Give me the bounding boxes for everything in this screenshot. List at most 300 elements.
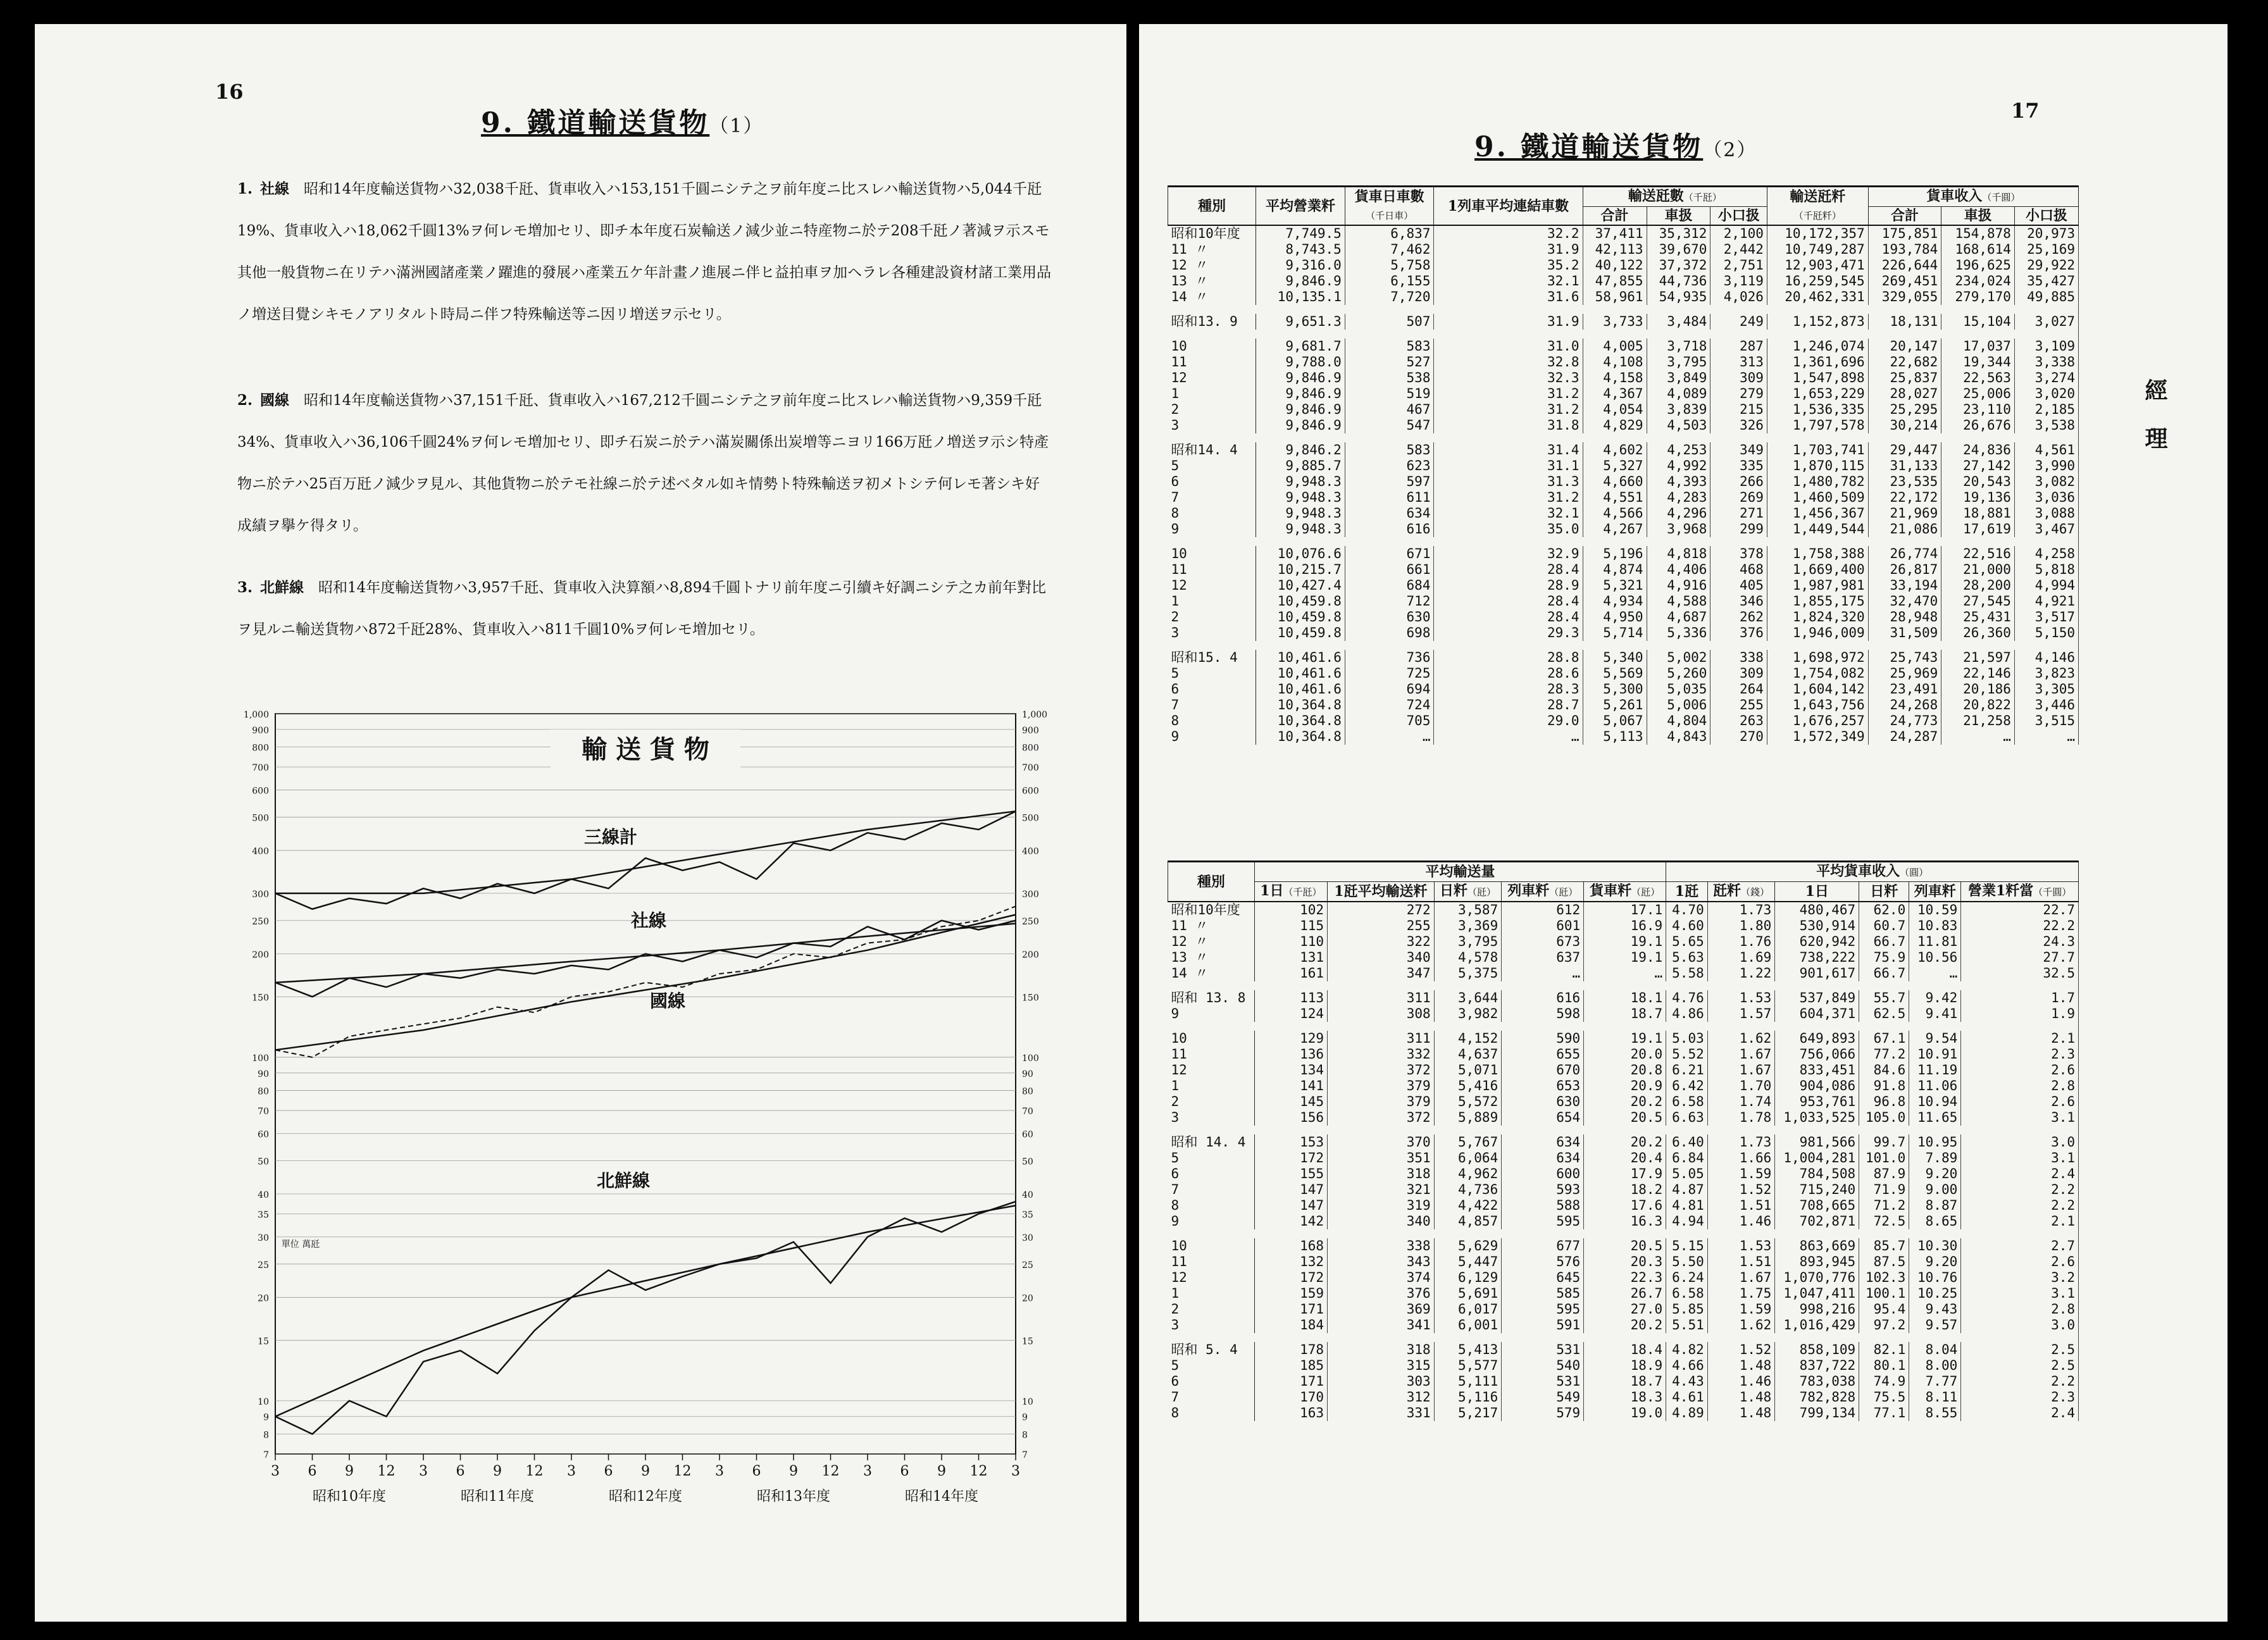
table-cell: 6.63 — [1666, 1110, 1708, 1126]
table-cell: 583 — [1345, 339, 1434, 354]
paragraph-text: 昭和14年度輸送貨物ハ37,151千瓩、貨車收入ハ167,212千圓ニシテ之ヲ前年度ニ比スレハ輸送貨物ハ9,359千瓩34%、貨車收入ハ36,106千圓24%ヲ何レモ増加セリ、即チ石炭ニ於テハ滿炭關係出炭増等ニヨリ166万瓩ノ増送ヲ示シ特產物ニ於テハ25百万瓩ノ減少ヲ見ル、其他貨物ニ於テモ社線ニ於テ述ベタル如キ情勢ト特殊輸送ヲ初メトシテ何レモ著シキ好成績ヲ擧ケ得タリ。 — [237, 392, 1049, 534]
row-label: 昭和10年度 — [1168, 902, 1255, 918]
table-cell: 3,733 — [1583, 314, 1647, 330]
row-label: 2 — [1168, 609, 1256, 625]
table-cell: 170 — [1254, 1389, 1327, 1405]
col-train-km-label: 列車粁 — [1507, 883, 1550, 899]
y-tick-label-right: 1,000 — [1022, 710, 1048, 720]
row-label: 7 — [1168, 1389, 1255, 1405]
table-cell: 84.6 — [1859, 1062, 1909, 1078]
table-cell: 17.1 — [1584, 902, 1666, 918]
table-cell: 1.57 — [1707, 1006, 1775, 1022]
table-cell: 3,795 — [1647, 354, 1710, 370]
table-cell: 3,795 — [1434, 934, 1502, 950]
table-cell: 134 — [1254, 1062, 1327, 1078]
table-row — [1168, 242, 2079, 258]
table-cell: 18,881 — [1941, 506, 2015, 521]
table-cell: 10,364.8 — [1256, 713, 1345, 729]
table-cell: 611 — [1345, 490, 1434, 506]
x-tick-label: 3 — [271, 1463, 280, 1479]
table-cell: 4.87 — [1666, 1182, 1708, 1198]
table-row — [1168, 402, 2079, 418]
table-cell: 6.24 — [1666, 1270, 1708, 1286]
table-cell: 10.25 — [1909, 1286, 1961, 1301]
table-cell: 3.1 — [1961, 1286, 2079, 1301]
table-cell: 37,372 — [1647, 258, 1710, 273]
table-cell: 23,110 — [1941, 402, 2015, 418]
col-rev-carload: 車扱 — [1941, 207, 2015, 226]
table-cell: 142 — [1254, 1214, 1327, 1229]
y-tick-label-left: 15 — [258, 1336, 269, 1347]
col-ton-carload: 車扱 — [1647, 207, 1710, 226]
table-cell: 1.9 — [1961, 1006, 2079, 1022]
table-cell: 590 — [1502, 1031, 1584, 1047]
table-cell: 374 — [1328, 1270, 1435, 1286]
table-cell: 8,743.5 — [1256, 242, 1345, 258]
table-cell: 379 — [1328, 1078, 1435, 1094]
table-row — [1168, 1358, 2079, 1374]
table-cell: 32.8 — [1434, 354, 1583, 370]
table-cell: 31.2 — [1434, 386, 1583, 402]
table-cell: 1,855,175 — [1767, 593, 1868, 609]
table-cell: 29.0 — [1434, 713, 1583, 729]
table-row — [1168, 1214, 2079, 1229]
table-row — [1168, 729, 2079, 745]
table-cell: 5,340 — [1583, 650, 1647, 666]
table-cell: 18.4 — [1584, 1342, 1666, 1358]
table-cell: 9.20 — [1909, 1166, 1961, 1182]
row-label: 13 〃 — [1168, 273, 1256, 289]
table-cell: 26,817 — [1868, 562, 1941, 578]
table-cell: 4.43 — [1666, 1374, 1708, 1389]
x-tick-label: 9 — [493, 1463, 502, 1479]
table-cell: 5,714 — [1583, 625, 1647, 641]
table-cell: 2.7 — [1961, 1238, 2079, 1254]
y-tick-label-right: 80 — [1022, 1086, 1033, 1097]
col-avg-revenue-label: 平均貨車收入 — [1816, 863, 1900, 879]
table-cell: 249 — [1710, 314, 1767, 330]
table-cell: 60.7 — [1859, 918, 1909, 934]
row-label: 5 — [1168, 458, 1256, 474]
table-cell: 4,857 — [1434, 1214, 1502, 1229]
table-cell: 18.7 — [1584, 1374, 1666, 1389]
series-annotation: 三線計 — [583, 826, 638, 848]
row-label: 12 〃 — [1168, 934, 1255, 950]
table-cell: 623 — [1345, 458, 1434, 474]
table-cell: 583 — [1345, 442, 1434, 458]
y-tick-label-left: 7 — [263, 1450, 269, 1460]
table-cell: 4,406 — [1647, 562, 1710, 578]
table-cell: 8.00 — [1909, 1358, 1961, 1374]
row-label: 1 — [1168, 1286, 1255, 1301]
table-cell: 1,698,972 — [1767, 650, 1868, 666]
col-train-km — [1502, 882, 1584, 902]
table-cell: 1.66 — [1707, 1150, 1775, 1166]
col-per-train: 1列車平均連結車數 — [1434, 187, 1583, 226]
table-cell: 2,442 — [1710, 242, 1767, 258]
table-cell: 2.6 — [1961, 1254, 2079, 1270]
table-cell: 1,004,281 — [1775, 1150, 1859, 1166]
table-cell: 4,994 — [2014, 578, 2078, 593]
table-cell: 2,185 — [2014, 402, 2078, 418]
table-row — [1168, 1150, 2079, 1166]
table-cell: … — [2014, 729, 2078, 745]
table-cell: 1,824,320 — [1767, 609, 1868, 625]
table-cell: 4,578 — [1434, 950, 1502, 966]
table-cell: 4,089 — [1647, 386, 1710, 402]
table-cell: 20.5 — [1584, 1110, 1666, 1126]
row-label: 10 — [1168, 339, 1256, 354]
table-cell: 702,871 — [1775, 1214, 1859, 1229]
table-cell: 595 — [1502, 1214, 1584, 1229]
table-cell: 313 — [1710, 354, 1767, 370]
table-cell: 31.9 — [1434, 242, 1583, 258]
table-cell: 21,000 — [1941, 562, 2015, 578]
table-cell: 62.0 — [1859, 902, 1909, 918]
table-cell: 22,563 — [1941, 370, 2015, 386]
table-cell: 9,846.2 — [1256, 442, 1345, 458]
table-cell: 9.42 — [1909, 990, 1961, 1006]
col-car-km-label: 貨車粁 — [1590, 883, 1632, 899]
x-tick-label: 6 — [308, 1463, 317, 1479]
x-tick-label: 6 — [752, 1463, 761, 1479]
table-row — [1168, 990, 2079, 1006]
row-label: 昭和13. 9 — [1168, 314, 1256, 330]
row-label: 9 — [1168, 1006, 1255, 1022]
table-row — [1168, 609, 2079, 625]
table-cell: 5,116 — [1434, 1389, 1502, 1405]
table-cell: 9,681.7 — [1256, 339, 1345, 354]
chart-title: 輸 送 貨 物 — [582, 735, 709, 764]
table-cell: 100.1 — [1859, 1286, 1909, 1301]
x-tick-label: 6 — [900, 1463, 909, 1479]
table-cell: 75.5 — [1859, 1389, 1909, 1405]
table-cell: 115 — [1254, 918, 1327, 934]
table-cell: 161 — [1254, 966, 1327, 981]
group-spacer — [1168, 1229, 2079, 1238]
table-cell: 3,538 — [2014, 418, 2078, 433]
table-cell: 269,451 — [1868, 273, 1941, 289]
table-cell: 24.3 — [1961, 934, 2079, 950]
table-cell: 9,846.9 — [1256, 418, 1345, 433]
x-tick-label: 3 — [863, 1463, 872, 1479]
table-cell: 904,086 — [1775, 1078, 1859, 1094]
table-row — [1168, 593, 2079, 609]
table-row — [1168, 1094, 2079, 1110]
table-row — [1168, 1166, 2079, 1182]
table-cell: … — [1584, 966, 1666, 981]
table-cell: 5,818 — [2014, 562, 2078, 578]
table-cell: 833,451 — [1775, 1062, 1859, 1078]
table-cell: 4.70 — [1666, 902, 1708, 918]
col-revenue-unit: （千圓） — [1982, 192, 2021, 203]
paragraph-text: 昭和14年度輸送貨物ハ3,957千瓩、貨車收入決算額ハ8,894千圓トナリ前年度ニ引續キ好調ニシテ之カ前年對比ヲ見ルニ輸送貨物ハ872千瓩28%、貨車收入ハ811千圓10%ヲ何レモ増加セリ。 — [237, 580, 1046, 638]
table-cell: 31,133 — [1868, 458, 1941, 474]
x-tick-label: 9 — [937, 1463, 946, 1479]
table-cell: 1.73 — [1707, 902, 1775, 918]
table-cell: 3,305 — [2014, 681, 2078, 697]
row-label: 昭和14. 4 — [1168, 442, 1256, 458]
row-label: 9 — [1168, 729, 1256, 745]
col-revenue-label: 貨車收入 — [1926, 188, 1983, 204]
table-cell: 4,296 — [1647, 506, 1710, 521]
y-tick-label-left: 600 — [252, 786, 269, 797]
table-cell: 1,676,257 — [1767, 713, 1868, 729]
col-cars — [1345, 187, 1434, 226]
table-cell: 4,367 — [1583, 386, 1647, 402]
page-title-main: 9. 鐵道輸送貨物 — [1474, 131, 1704, 163]
table-cell: 3,517 — [2014, 609, 2078, 625]
row-label: 昭和10年度 — [1168, 225, 1256, 242]
table-cell: 31,509 — [1868, 625, 1941, 641]
table-cell: 5,447 — [1434, 1254, 1502, 1270]
table-cell: 10.59 — [1909, 902, 1961, 918]
table-cell: 708,665 — [1775, 1198, 1859, 1214]
table-row — [1168, 521, 2079, 537]
table-cell: 507 — [1345, 314, 1434, 330]
table-row — [1168, 1254, 2079, 1270]
table-cell: 4,258 — [2014, 546, 2078, 562]
paragraph-3 — [237, 567, 1054, 650]
table-cell: 262 — [1710, 609, 1767, 625]
table-cell: 4,637 — [1434, 1047, 1502, 1062]
row-label: 10 — [1168, 1031, 1255, 1047]
table-cell: 101.0 — [1859, 1150, 1909, 1166]
table-cell: 331 — [1328, 1405, 1435, 1421]
table-cell: 4,660 — [1583, 474, 1647, 490]
row-label: 2 — [1168, 1094, 1255, 1110]
table-cell: 6,064 — [1434, 1150, 1502, 1166]
table-cell: 11.65 — [1909, 1110, 1961, 1126]
table-cell: 4,566 — [1583, 506, 1647, 521]
table-cell: 9,948.3 — [1256, 490, 1345, 506]
table-cell: 102.3 — [1859, 1270, 1909, 1286]
y-tick-label-left: 300 — [252, 889, 269, 900]
table-cell: 616 — [1345, 521, 1434, 537]
table-cell: 4.82 — [1666, 1342, 1708, 1358]
y-tick-label-left: 150 — [252, 993, 269, 1003]
y-tick-label-left: 20 — [258, 1293, 269, 1304]
table-cell: 15,104 — [1941, 314, 2015, 330]
table-cell: 23,535 — [1868, 474, 1941, 490]
table-cell: 85.7 — [1859, 1238, 1909, 1254]
table-cell: 71.2 — [1859, 1198, 1909, 1214]
y-tick-label-right: 250 — [1022, 916, 1039, 927]
row-label: 2 — [1168, 402, 1256, 418]
row-label: 7 — [1168, 490, 1256, 506]
table-row — [1168, 225, 2079, 242]
table-cell: 6.84 — [1666, 1150, 1708, 1166]
table-cell: 25,295 — [1868, 402, 1941, 418]
table-cell: 16.3 — [1584, 1214, 1666, 1229]
table-cell: 19,344 — [1941, 354, 2015, 370]
paragraph-text: 昭和14年度輸送貨物ハ32,038千瓩、貨車收入ハ153,151千圓ニシテ之ヲ前年度ニ比スレハ輸送貨物ハ5,044千瓩19%、貨車收入ハ18,062千圓13%ヲ何レモ増加セリ、即チ本年度石炭輸送ノ減少並ニ特産物ニ於テ208千瓩ノ著減ヲ示スモ其他一般貨物ニ在リテハ滿洲國諸產業ノ躍進的發展ハ產業五ケ年計畫ノ進展ニ伴ヒ益拍車ヲ加ヘラレ各種建設資材諸工業用品ノ増送目覺シキモノアリタルト時局ニ伴フ特殊輸送等ニ因リ増送ヲ示セリ。 — [237, 181, 1052, 323]
table-cell: 1,070,776 — [1775, 1270, 1859, 1286]
y-tick-label-right: 40 — [1022, 1190, 1033, 1201]
table-cell: 28.9 — [1434, 578, 1583, 593]
table-cell: … — [1434, 729, 1583, 745]
table-row — [1168, 681, 2079, 697]
row-label: 11 — [1168, 1047, 1255, 1062]
table-cell: 335 — [1710, 458, 1767, 474]
col-rev-day: 1日 — [1775, 882, 1859, 902]
table-cell: 5,006 — [1647, 697, 1710, 713]
table-cell: 3,446 — [2014, 697, 2078, 713]
table-cell: 3.2 — [1961, 1270, 2079, 1286]
table-cell: 42,113 — [1583, 242, 1647, 258]
table-cell: 21,258 — [1941, 713, 2015, 729]
table-cell: 31.9 — [1434, 314, 1583, 330]
y-tick-label-right: 300 — [1022, 889, 1039, 900]
table-cell: 35,427 — [2014, 273, 2078, 289]
table-cell: 27,142 — [1941, 458, 2015, 474]
table-cell: 5.05 — [1666, 1166, 1708, 1182]
table-cell: 80.1 — [1859, 1358, 1909, 1374]
table-cell: 21,086 — [1868, 521, 1941, 537]
table-cell: 332 — [1328, 1047, 1435, 1062]
page-number-left: 16 — [215, 80, 244, 104]
table-cell: 1.67 — [1707, 1047, 1775, 1062]
table-cell: 2.5 — [1961, 1358, 2079, 1374]
table-cell: 10,461.6 — [1256, 666, 1345, 681]
table-cell: 20.5 — [1584, 1238, 1666, 1254]
table-cell: 4,829 — [1583, 418, 1647, 433]
table-cell: 10,427.4 — [1256, 578, 1345, 593]
table-cell: 5,067 — [1583, 713, 1647, 729]
table-cell: 1,572,349 — [1767, 729, 1868, 745]
table-cell: 31.4 — [1434, 442, 1583, 458]
table-cell: 376 — [1328, 1286, 1435, 1301]
spacer-cell — [1168, 981, 2079, 990]
side-label: 經理 — [2141, 378, 2168, 475]
table-cell: 1,758,388 — [1767, 546, 1868, 562]
table-row — [1168, 1078, 2079, 1094]
row-label: 13 〃 — [1168, 950, 1255, 966]
table-cell: 4.60 — [1666, 918, 1708, 934]
table-cell: 156 — [1254, 1110, 1327, 1126]
table-cell: 20.2 — [1584, 1134, 1666, 1150]
table-cell: 1,547,898 — [1767, 370, 1868, 386]
table-cell: 10,459.8 — [1256, 593, 1345, 609]
table-cell: 4.86 — [1666, 1006, 1708, 1022]
table-cell: 4,602 — [1583, 442, 1647, 458]
x-tick-label: 3 — [715, 1463, 724, 1479]
row-label: 3 — [1168, 625, 1256, 641]
y-tick-label-left: 800 — [252, 743, 269, 754]
table-cell: 10,135.1 — [1256, 289, 1345, 305]
table-row — [1168, 506, 2079, 521]
col-per-ton: 1瓩 — [1666, 882, 1708, 902]
paragraph-number: 1. — [237, 180, 253, 197]
table-cell: 671 — [1345, 546, 1434, 562]
table-cell: 26,360 — [1941, 625, 2015, 641]
table-cell: 5,691 — [1434, 1286, 1502, 1301]
table-cell: 9,846.9 — [1256, 273, 1345, 289]
table-cell: 31.0 — [1434, 339, 1583, 354]
table-cell: 7,462 — [1345, 242, 1434, 258]
table-cell: 1,536,335 — [1767, 402, 1868, 418]
table-row — [1168, 950, 2079, 966]
table-cell: 255 — [1710, 697, 1767, 713]
table-cell: 24,773 — [1868, 713, 1941, 729]
table-cell: 724 — [1345, 697, 1434, 713]
table-cell: 31.2 — [1434, 490, 1583, 506]
table-cell: 5,413 — [1434, 1342, 1502, 1358]
table-cell: 309 — [1710, 370, 1767, 386]
table-cell: 5.65 — [1666, 934, 1708, 950]
paragraph-lead: 國線 — [260, 392, 289, 409]
table-cell: 25,169 — [2014, 242, 2078, 258]
transport-chart-svg — [206, 701, 1092, 1511]
table-cell: 319 — [1328, 1198, 1435, 1214]
y-tick-label-right: 800 — [1022, 743, 1039, 754]
table-cell: 9,948.3 — [1256, 506, 1345, 521]
table-cell: 4,283 — [1647, 490, 1710, 506]
x-group-label: 昭和13年度 — [757, 1489, 830, 1505]
table-cell: 6.42 — [1666, 1078, 1708, 1094]
table-cell: 18.7 — [1584, 1006, 1666, 1022]
table-cell: 343 — [1328, 1254, 1435, 1270]
table-cell: 20.0 — [1584, 1047, 1666, 1062]
col-ton-small: 小口扱 — [1710, 207, 1767, 226]
table-row — [1168, 273, 2079, 289]
table-cell: 1,703,741 — [1767, 442, 1868, 458]
y-tick-label-left: 400 — [252, 847, 269, 857]
col-cars-label: 貨車日車數 — [1354, 188, 1424, 205]
row-label: 8 — [1168, 713, 1256, 729]
table-cell: 530,914 — [1775, 918, 1859, 934]
table-cell: 694 — [1345, 681, 1434, 697]
table-cell: 35,312 — [1647, 225, 1710, 242]
table-cell: 4,551 — [1583, 490, 1647, 506]
table-cell: 3,274 — [2014, 370, 2078, 386]
col-tonkm-unit: （千瓩粁） — [1793, 209, 1841, 221]
row-label: 昭和 14. 4 — [1168, 1134, 1255, 1150]
table-cell: … — [1345, 729, 1434, 745]
table-cell: 5,071 — [1434, 1062, 1502, 1078]
table-cell: 12,903,471 — [1767, 258, 1868, 273]
table-cell: 1,152,873 — [1767, 314, 1868, 330]
table-cell: 347 — [1328, 966, 1435, 981]
row-label: 9 — [1168, 521, 1256, 537]
table-cell: 1,870,115 — [1767, 458, 1868, 474]
table-cell: 3,020 — [2014, 386, 2078, 402]
table-cell: 5,002 — [1647, 650, 1710, 666]
y-tick-label-right: 7 — [1022, 1450, 1028, 1460]
table-cell: 372 — [1328, 1110, 1435, 1126]
table-cell: 226,644 — [1868, 258, 1941, 273]
table-cell: 44,736 — [1647, 273, 1710, 289]
y-tick-label-right: 700 — [1022, 763, 1039, 774]
row-label: 昭和 5. 4 — [1168, 1342, 1255, 1358]
table-cell: 4,422 — [1434, 1198, 1502, 1214]
freight-table-1 — [1168, 185, 2079, 745]
table-cell: 9,846.9 — [1256, 370, 1345, 386]
table-cell: 351 — [1328, 1150, 1435, 1166]
table-row — [1168, 1182, 2079, 1198]
table-cell: 9,651.3 — [1256, 314, 1345, 330]
table-cell: 155 — [1254, 1166, 1327, 1182]
table-row — [1168, 1238, 2079, 1254]
table-cell: 37,411 — [1583, 225, 1647, 242]
table-cell: 55.7 — [1859, 990, 1909, 1006]
table-cell: 26.7 — [1584, 1286, 1666, 1301]
y-tick-label-right: 50 — [1022, 1157, 1033, 1167]
table-cell: 22,516 — [1941, 546, 2015, 562]
group-spacer — [1168, 641, 2079, 650]
table-cell: 3,823 — [2014, 666, 2078, 681]
table-cell: 11.19 — [1909, 1062, 1961, 1078]
